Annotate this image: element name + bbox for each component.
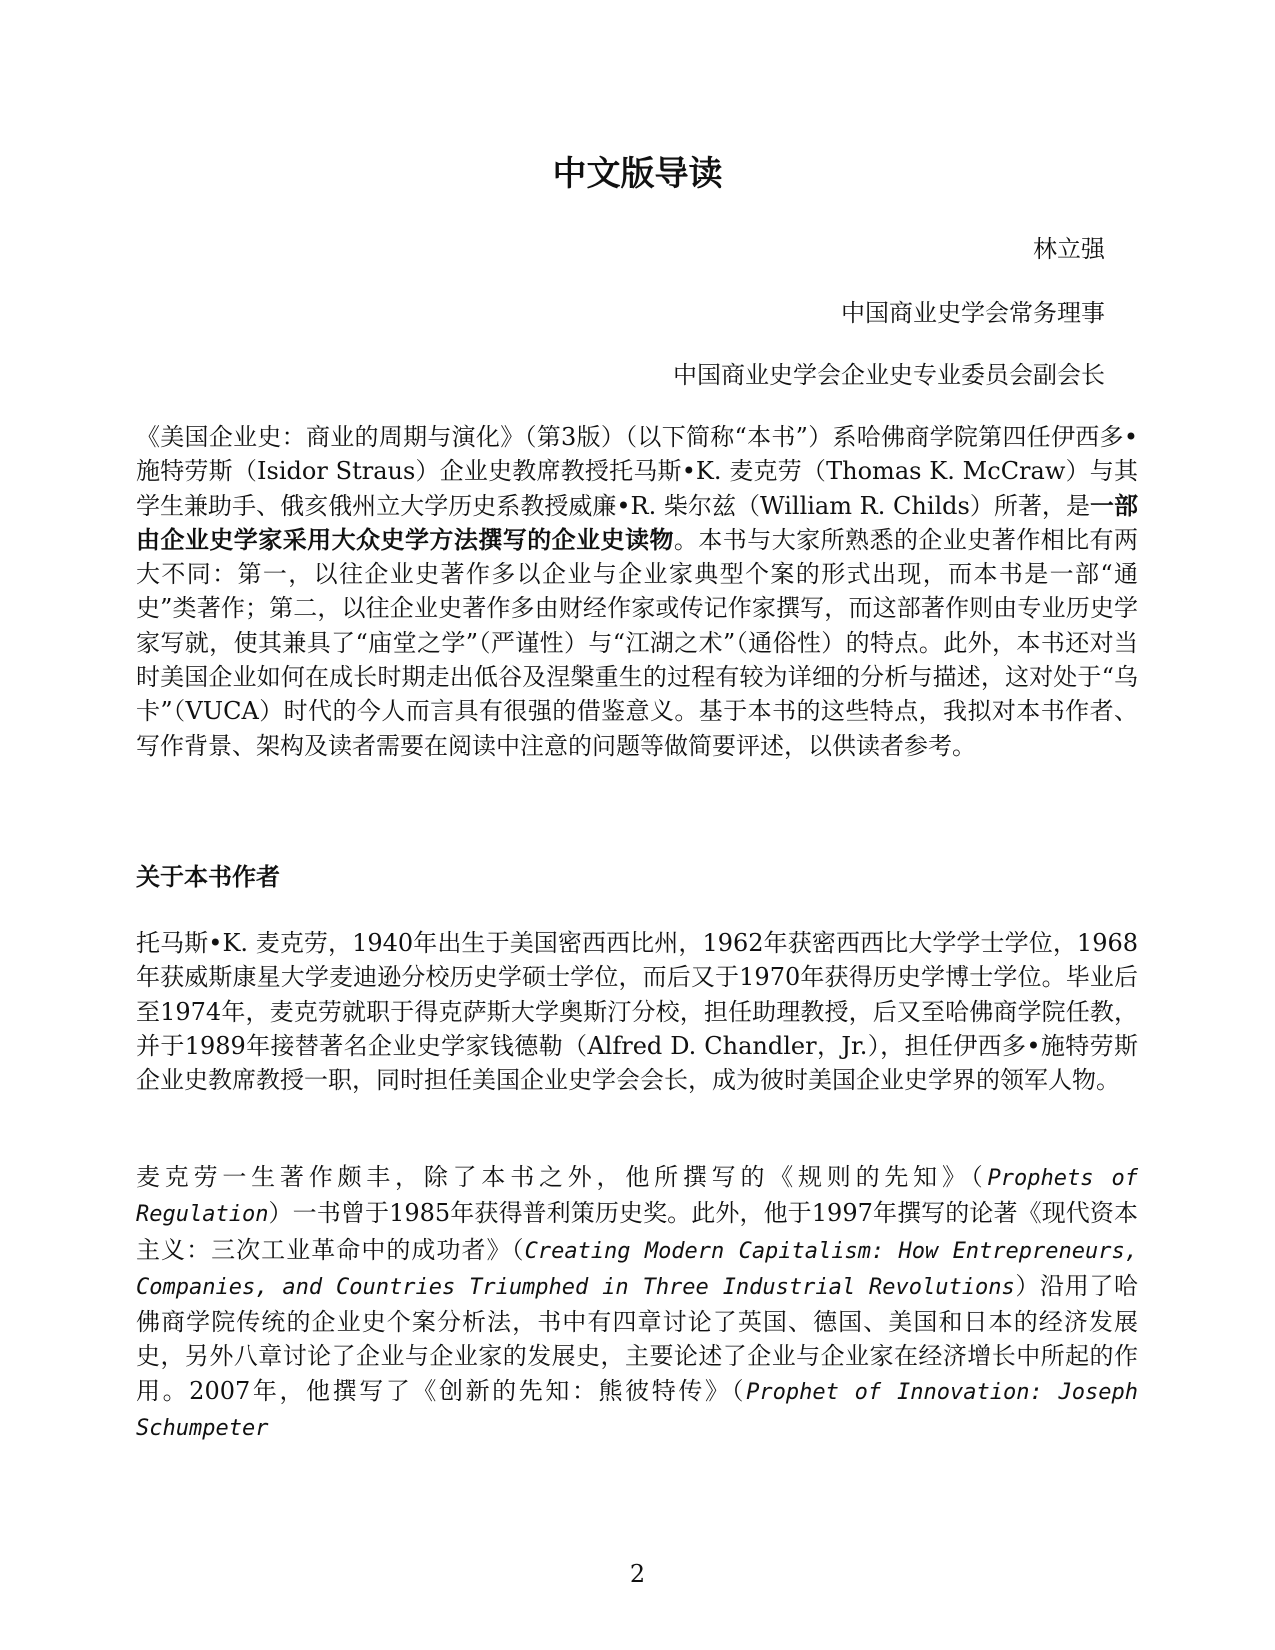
works-text-2: ）一书曾于1985年获得普利策历史奖。此外，他于1997年撰写的论著《现代资本主义：三次工业革命中的成功者》（ xyxy=(136,1199,1138,1264)
intro-paragraph-block xyxy=(136,420,1138,763)
works-italic-title-3: Prophet of Innovation: Joseph Schumpeter xyxy=(136,1379,1139,1442)
intro-bold-text: 一部由企业史学家采用大众史学方法撰写的企业史读物 xyxy=(136,491,1139,554)
works-text-1: 麦克劳一生著作颇丰，除了本书之外，他所撰写的《规则的先知》（ xyxy=(136,1163,988,1191)
works-italic-title-1: Prophets of Regulation xyxy=(136,1166,1138,1228)
author-affiliation-2: 中国商业史学会企业史专业委员会副会长 xyxy=(673,361,1105,389)
intro-text-1: 《美国企业史：商业的周期与演化》（第3版）（以下简称“本书”）系哈佛商学院第四任伊西多•施特劳斯（Isidor Straus）企业史教席教授托马斯•K. 麦克劳（Thomas K. McCraw）与其学生兼助手、俄亥俄州立大学历史系教授威廉•R. 柴尔兹（William R. Childs）所著，是 xyxy=(136,423,1138,520)
section-heading: 关于本书作者 xyxy=(136,863,280,891)
works-italic-title-2: Creating Modern Capitalism: How Entrepreneurs, Companies, and Countries Triumphed in Three Industrial Revolutions xyxy=(136,1238,1138,1300)
author-name: 林立强 xyxy=(1033,235,1105,263)
author-paragraph: 托马斯•K. 麦克劳，1940年出生于美国密西西比州，1962年获密西西比大学学士学位，1968年获威斯康星大学麦迪逊分校历史学硕士学位，而后又于1970年获得历史学博士学位。毕业后至1974年，麦克劳就职于得克萨斯大学奥斯汀分校，担任助理教授，后又至哈佛商学院任教，并于1989年接替著名企业史学家钱德勒（Alfred D. Chandler，Jr.），担任伊西多•施特劳斯企业史教席教授一职，同时担任美国企业史学会会长，成为彼时美国企业史学界的领军人物。 xyxy=(136,929,1138,1095)
page-number: 2 xyxy=(629,1560,646,1588)
works-paragraph-block xyxy=(136,1160,1138,1446)
author-affiliation-1: 中国商业史学会常务理事 xyxy=(841,299,1105,327)
author-paragraph-block xyxy=(136,926,1138,1097)
intro-paragraph xyxy=(136,420,1138,763)
works-paragraph xyxy=(136,1160,1138,1446)
page-title: 中文版导读 xyxy=(552,154,723,194)
intro-text-2: 。本书与大家所熟悉的企业史著作相比有两大不同：第一，以往企业史著作多以企业与企业家典型个案的形式出现，而本书是一部“通史”类著作；第二，以往企业史著作多由财经作家或传记作家撰写，而这部著作则由专业历史学家写就，使其兼具了“庙堂之学”（严谨性）与“江湖之术”（通俗性）的特点。此外，本书还对当时美国企业如何在成长时期走出低谷及涅槃重生的过程有较为详细的分析与描述，这对处于“乌卡”（VUCA）时代的今人而言具有很强的借鉴意义。基于本书的这些特点，我拟对本书作者、写作背景、架构及读者需要在阅读中注意的问题等做简要评述，以供读者参考。 xyxy=(136,525,1139,760)
works-text-3: ）沿用了哈佛商学院传统的企业史个案分析法，书中有四章讨论了英国、德国、美国和日本的经济发展史，另外八章讨论了企业与企业家的发展史，主要论述了企业与企业家在经济增长中所起的作用。2007年，他撰写了《创新的先知：熊彼特传》（ xyxy=(136,1271,1139,1405)
